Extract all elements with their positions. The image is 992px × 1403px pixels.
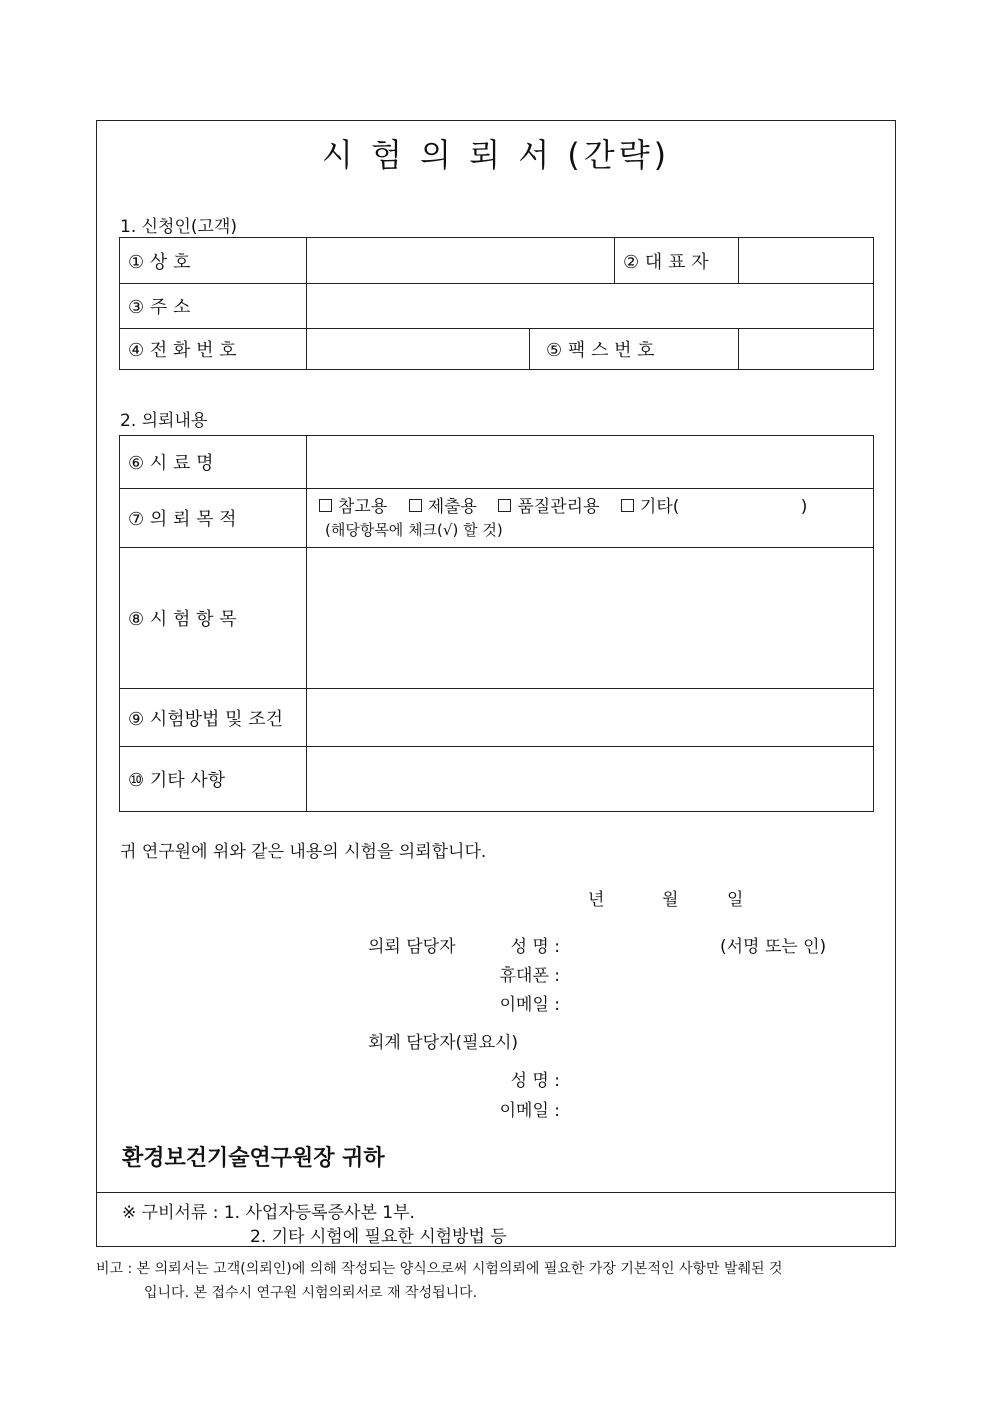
date-month: 월	[662, 890, 679, 910]
purpose-option-quality[interactable]: 품질관리용	[498, 497, 599, 517]
footer-divider	[96, 1192, 896, 1193]
checkbox-icon[interactable]	[498, 499, 511, 512]
requester-title: 의뢰 담당자	[368, 937, 456, 957]
phone-field[interactable]	[307, 329, 530, 370]
purpose-note: (해당항목에 체크(√) 할 것)	[325, 521, 503, 539]
company-label: ① 상 호	[120, 238, 307, 284]
other-field[interactable]	[307, 747, 874, 812]
sample-field[interactable]	[307, 436, 874, 489]
request-sentence: 귀 연구원에 위와 같은 내용의 시험을 의뢰합니다.	[120, 842, 487, 862]
sample-label: ⑥ 시 료 명	[120, 436, 307, 489]
checkbox-icon[interactable]	[319, 499, 332, 512]
test-method-field[interactable]	[307, 689, 874, 747]
other-label: ⑩ 기타 사항	[120, 747, 307, 812]
requester-email-field[interactable]	[570, 990, 820, 1012]
purpose-option-reference[interactable]: 참고용	[319, 497, 387, 517]
checkbox-icon[interactable]	[621, 499, 634, 512]
remark-line1: 비고 : 본 의뢰서는 고객(의뢰인)에 의해 작성되는 양식으로써 시험의뢰에 필요한 가장 기본적인 사항만 발췌된 것	[96, 1261, 783, 1277]
form-title: 시 험 의 뢰 서 (간략)	[321, 136, 671, 174]
purpose-close-paren: )	[800, 497, 808, 517]
rep-field[interactable]	[739, 238, 874, 284]
checkbox-icon[interactable]	[409, 499, 422, 512]
addressee: 환경보건기술연구원장 귀하	[122, 1146, 385, 1171]
accounting-name-label: 성 명 :	[510, 1071, 560, 1091]
requester-name-field[interactable]	[570, 932, 710, 954]
section1-heading: 1. 신청인(고객)	[120, 217, 237, 237]
fax-label: ⑤ 팩 스 번 호	[530, 329, 739, 370]
purpose-field	[307, 489, 874, 548]
address-label: ③ 주 소	[120, 284, 307, 329]
accounting-title: 회계 담당자(필요시)	[368, 1033, 519, 1053]
requester-mobile-field[interactable]	[570, 961, 820, 983]
date-day: 일	[727, 890, 744, 910]
requester-email-label: 이메일 :	[499, 995, 560, 1015]
documents-line1: ※ 구비서류 : 1. 사업자등록증사본 1부.	[122, 1203, 415, 1223]
remark-line2: 입니다. 본 접수시 연구원 시험의뢰서로 재 작성됩니다.	[144, 1285, 478, 1301]
accounting-email-label: 이메일 :	[499, 1101, 560, 1121]
test-method-label: ⑨ 시험방법 및 조건	[120, 689, 307, 747]
applicant-table	[119, 237, 874, 370]
purpose-option-submission[interactable]: 제출용	[409, 497, 477, 517]
phone-label: ④ 전 화 번 호	[120, 329, 307, 370]
documents-line2: 2. 기타 시험에 필요한 시험방법 등	[250, 1227, 507, 1247]
requester-mobile-label: 휴대폰 :	[499, 966, 560, 986]
section2-heading: 2. 의뢰내용	[120, 411, 208, 431]
test-items-label: ⑧ 시 험 항 목	[120, 548, 307, 689]
company-field[interactable]	[307, 238, 615, 284]
accounting-name-field[interactable]	[570, 1066, 820, 1088]
sign-note: (서명 또는 인)	[720, 937, 827, 957]
request-table	[119, 435, 874, 812]
accounting-email-field[interactable]	[570, 1096, 820, 1118]
requester-name-label: 성 명 :	[510, 937, 560, 957]
address-field[interactable]	[307, 284, 874, 329]
purpose-label: ⑦ 의 뢰 목 적	[120, 489, 307, 548]
fax-field[interactable]	[739, 329, 874, 370]
test-items-field[interactable]	[307, 548, 874, 689]
rep-label: ② 대 표 자	[615, 238, 739, 284]
purpose-option-other[interactable]: 기타(	[621, 497, 679, 517]
date-year: 년	[588, 890, 605, 910]
